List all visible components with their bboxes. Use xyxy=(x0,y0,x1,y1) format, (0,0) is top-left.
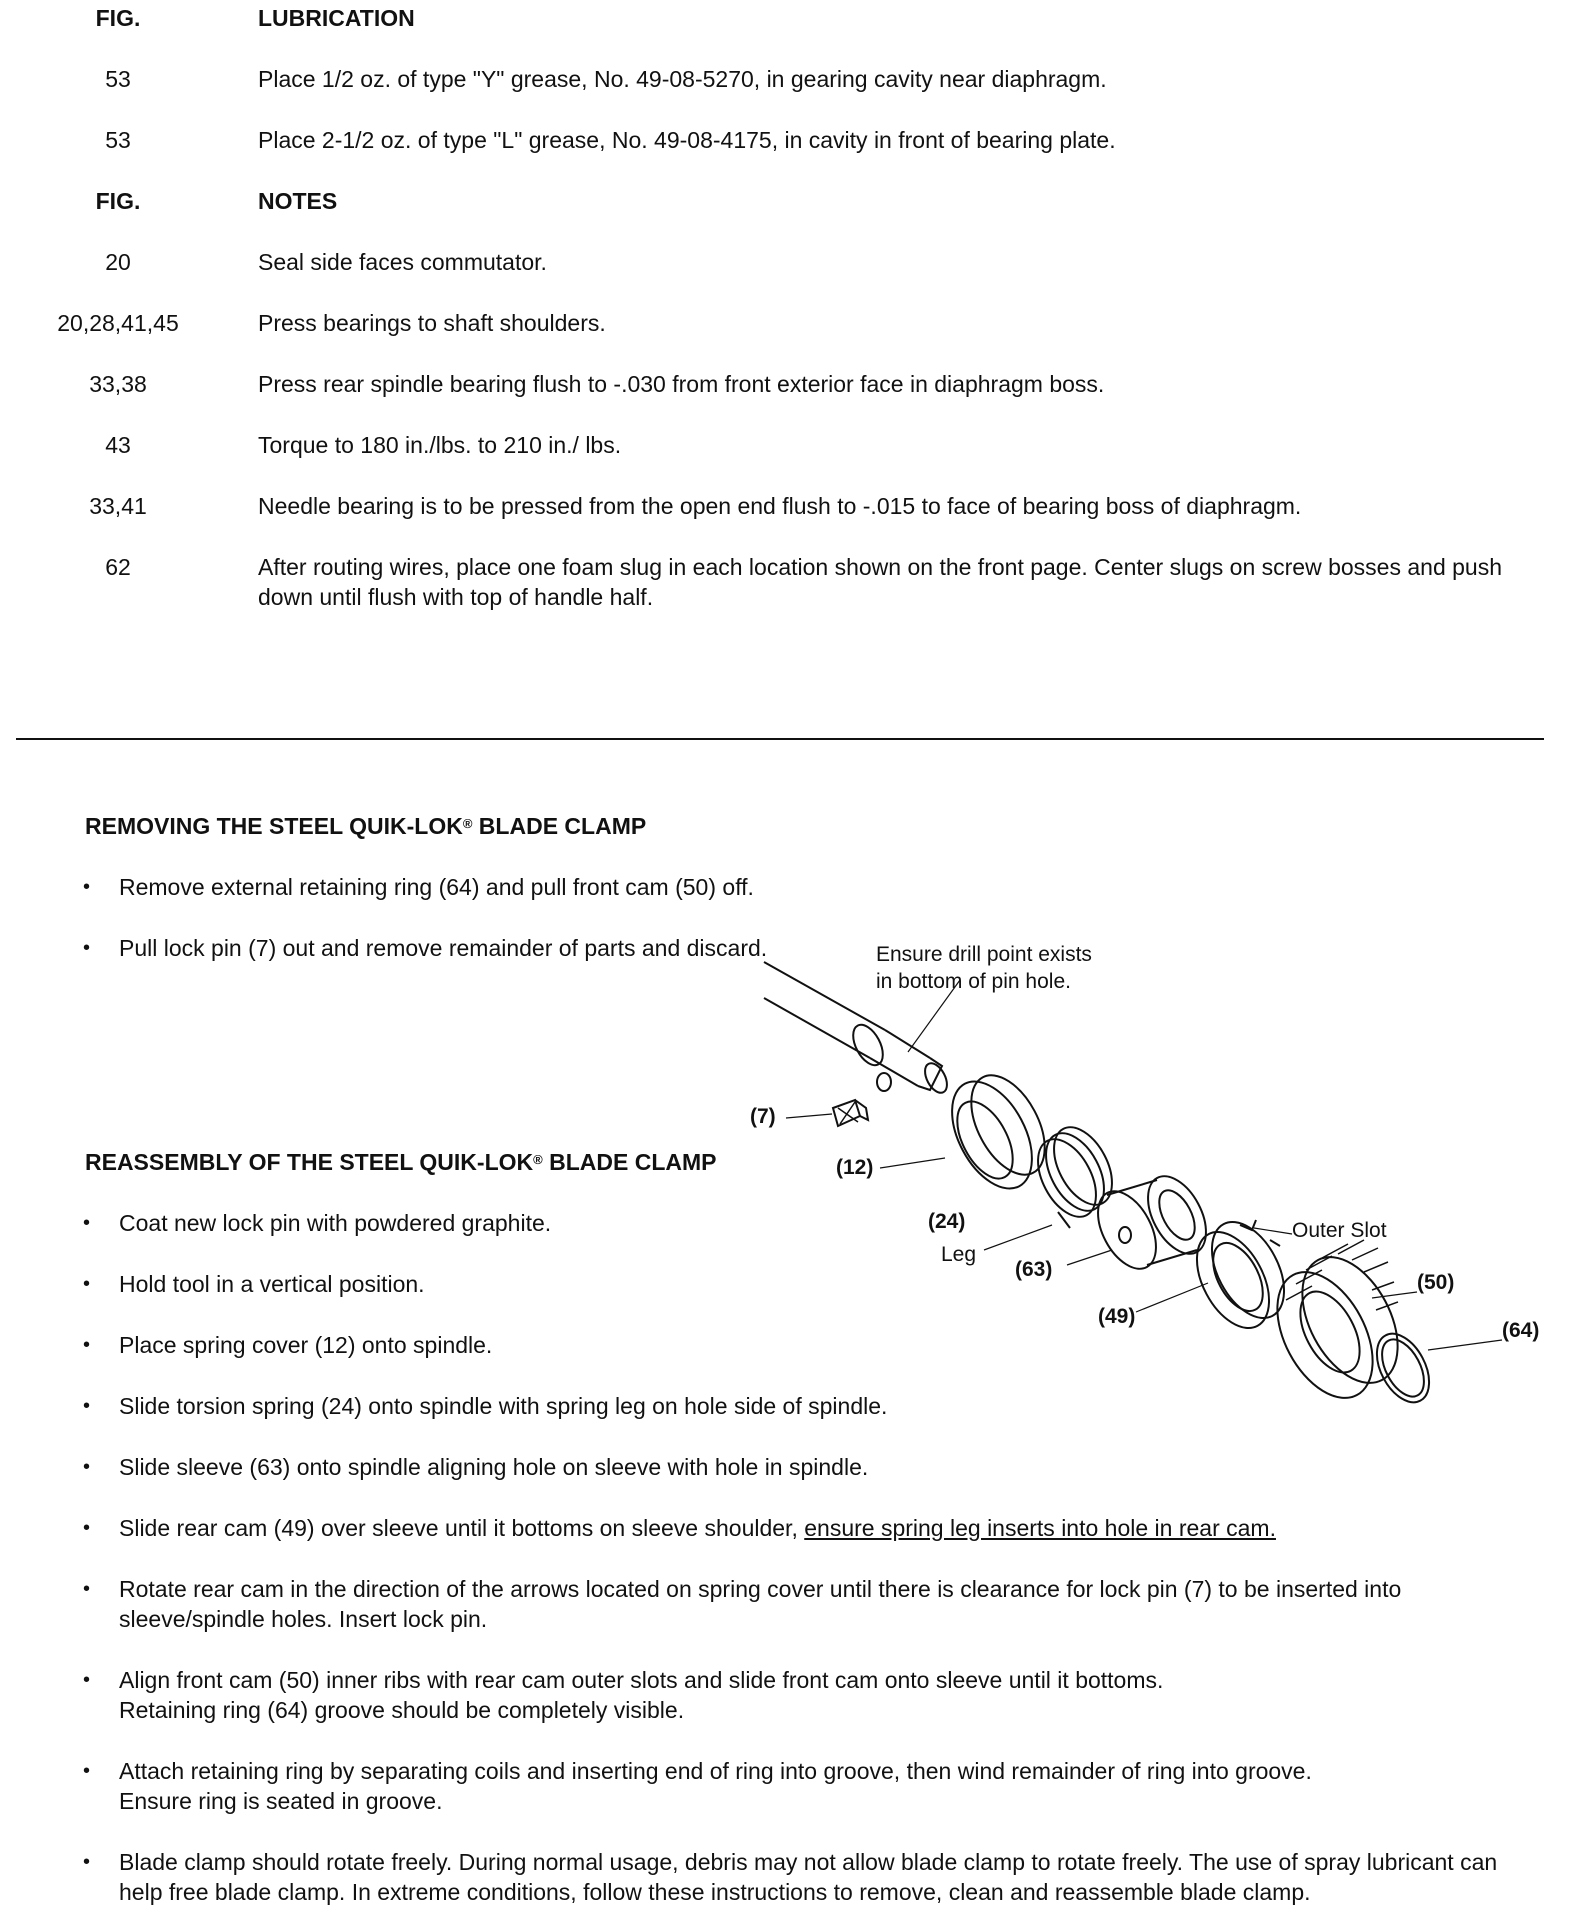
reassembly-step: Coat new lock pin with powdered graphite. xyxy=(119,1210,552,1236)
notes-fig-header: FIG. xyxy=(95,188,141,214)
label-leg: Leg xyxy=(941,1243,977,1266)
callout-drill-point-line2: in bottom of pin hole. xyxy=(876,970,1071,993)
label-spring-cover: (12) xyxy=(836,1156,874,1179)
bullet: • xyxy=(83,1273,91,1295)
reassembly-step-text: Slide rear cam (49) over sleeve until it bottoms on sleeve shoulder, xyxy=(119,1515,805,1541)
reassembly-step-continued: Ensure ring is seated in groove. xyxy=(119,1788,443,1814)
label-retaining-ring: (64) xyxy=(1502,1319,1540,1342)
notes-row-fig: 20 xyxy=(105,249,131,275)
registered-mark: ® xyxy=(462,816,473,831)
removing-step: Pull lock pin (7) out and remove remainder of parts and discard. xyxy=(119,935,768,961)
label-lock-pin: (7) xyxy=(750,1105,776,1128)
notes-row-text: Seal side faces commutator. xyxy=(258,249,547,275)
removing-title-suffix: BLADE CLAMP xyxy=(472,813,647,839)
reassembly-title-text: REASSEMBLY OF THE STEEL QUIK-LOK xyxy=(85,1149,534,1175)
notes-row-text: After routing wires, place one foam slug in each location shown on the front page. Center slugs on screw bosses and push down until flush with top of handle half. xyxy=(258,554,1502,610)
notes-row-text: Press bearings to shaft shoulders. xyxy=(258,310,606,336)
bullet: • xyxy=(83,1517,91,1539)
label-outer-slot: Outer Slot xyxy=(1292,1219,1387,1242)
registered-mark: ® xyxy=(533,1152,543,1167)
reassembly-title-suffix: BLADE CLAMP xyxy=(542,1149,717,1175)
notes-row-text: Torque to 180 in./lbs. to 210 in./ lbs. xyxy=(258,432,622,458)
bullet: • xyxy=(83,1760,91,1782)
reassembly-step: Rotate rear cam in the direction of the arrows located on spring cover until there is clearance for lock pin (7) to be inserted into sleeve/spindle holes. Insert lock pin. xyxy=(119,1576,1402,1632)
removing-title-text: REMOVING THE STEEL QUIK-LOK xyxy=(85,813,463,839)
reassembly-step-continued: Retaining ring (64) groove should be completely visible. xyxy=(119,1697,685,1723)
bullet: • xyxy=(83,1456,91,1478)
bullet: • xyxy=(83,1851,91,1873)
lock-pin-drawing xyxy=(833,1100,868,1126)
lubrication-fig-header: FIG. xyxy=(95,5,141,31)
removing-step: Remove external retaining ring (64) and pull front cam (50) off. xyxy=(119,874,754,900)
notes-title: NOTES xyxy=(258,188,338,214)
callout-drill-point-line1: Ensure drill point exists xyxy=(876,943,1092,966)
notes-row-fig: 20,28,41,45 xyxy=(57,310,179,336)
notes-row-fig: 33,41 xyxy=(89,493,147,519)
reassembly-step: Align front cam (50) inner ribs with rear cam outer slots and slide front cam onto sleeve until it bottoms. xyxy=(119,1667,1164,1693)
label-sleeve: (63) xyxy=(1015,1258,1053,1281)
reassembly-step: Place spring cover (12) onto spindle. xyxy=(119,1332,493,1358)
notes-row-fig: 43 xyxy=(105,432,131,458)
bullet: • xyxy=(83,937,91,959)
lubrication-row-text: Place 2-1/2 oz. of type "L" grease, No. 49-08-4175, in cavity in front of bearing plate. xyxy=(258,127,1116,153)
sleeve-drawing xyxy=(1086,1167,1218,1279)
torsion-spring-drawing xyxy=(1026,1118,1124,1228)
lubrication-row-fig: 53 xyxy=(105,66,131,92)
bullet: • xyxy=(83,1334,91,1356)
notes-row-text: Press rear spindle bearing flush to -.030 from front exterior face in diaphragm boss. xyxy=(258,371,1105,397)
bullet: • xyxy=(83,1669,91,1691)
lubrication-title: LUBRICATION xyxy=(258,5,415,31)
notes-row-text: Needle bearing is to be pressed from the open end flush to -.015 to face of bearing boss of diaphragm. xyxy=(258,493,1302,519)
bullet: • xyxy=(83,1578,91,1600)
bullet: • xyxy=(83,1395,91,1417)
lubrication-row-fig: 53 xyxy=(105,127,131,153)
reassembly-step: Blade clamp should rotate freely. During normal usage, debris may not allow blade clamp to rotate freely. The use of spray lubricant can help free blade clamp. In extreme conditions, follow these instructions to remove, clean and reassemble blade clamp. xyxy=(119,1849,1498,1905)
reassembly-step-emphasis: ensure spring leg inserts into hole in rear cam. xyxy=(804,1515,1276,1541)
front-cam-drawing xyxy=(1258,1240,1417,1414)
retaining-ring-drawing xyxy=(1366,1325,1440,1411)
label-front-cam: (50) xyxy=(1417,1271,1455,1294)
reassembly-step: Attach retaining ring by separating coils and inserting end of ring into groove, then wind remainder of ring into groove. xyxy=(119,1758,1312,1784)
reassembly-step: Hold tool in a vertical position. xyxy=(119,1271,425,1297)
reassembly-step: Slide sleeve (63) onto spindle aligning hole on sleeve with hole in spindle. xyxy=(119,1454,869,1480)
notes-row-fig: 33,38 xyxy=(89,371,147,397)
notes-row-fig: 62 xyxy=(105,554,131,580)
reassembly-step: Slide torsion spring (24) onto spindle with spring leg on hole side of spindle. xyxy=(119,1393,888,1419)
label-rear-cam: (49) xyxy=(1098,1305,1136,1328)
bullet: • xyxy=(83,1212,91,1234)
label-torsion-spring: (24) xyxy=(928,1210,966,1233)
lubrication-row-text: Place 1/2 oz. of type "Y" grease, No. 49-08-5270, in gearing cavity near diaphragm. xyxy=(258,66,1107,92)
bullet: • xyxy=(83,876,91,898)
rear-cam-drawing xyxy=(1182,1210,1299,1340)
